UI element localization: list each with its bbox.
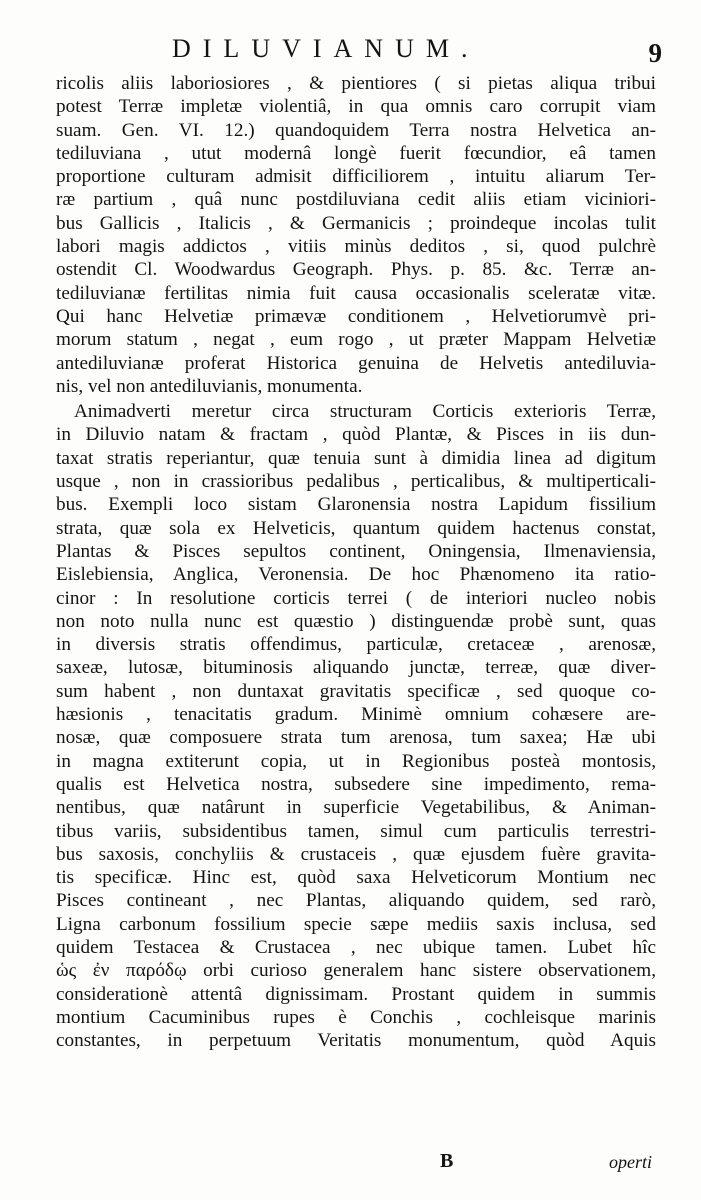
text-line: tediluvianæ fertilitas nimia fuit causa occasionalis sceleratæ vitæ.: [56, 282, 656, 304]
text-line: bus. Exempli loco sistam Glaronensia nostra Lapidum fissilium: [56, 494, 656, 516]
text-line: nis, vel non antediluvianis, monumenta.: [56, 375, 363, 397]
text-line: bus saxosis, conchyliis & crustaceis , quæ ejusdem fuère gravita-: [56, 843, 656, 865]
text-line: in magna extiterunt copia, ut in Regionibus posteà montosis,: [56, 750, 656, 772]
text-line: in Diluvio natam & fractam , quòd Plantæ, & Pisces in iis dun-: [56, 424, 656, 446]
text-line: Plantas & Pisces sepultos continent, Oningensia, Ilmenaviensia,: [56, 540, 656, 562]
text-line: cinor : In resolutione corticis terrei ( de interiori nucleo nobis: [56, 587, 656, 609]
text-line: qualis est Helvetica nostra, subsedere sine impedimento, rema-: [56, 773, 656, 795]
text-line: ricolis aliis laboriosiores , & pientiores ( si pietas aliqua tribui: [56, 73, 656, 94]
text-line: strata, quæ sola ex Helveticis, quantum quidem hactenus constat,: [56, 517, 656, 539]
text-line: suam. Gen. VI. 12.) quandoquidem Terra nostra Helvetica an-: [56, 119, 656, 141]
text-line: tis specificæ. Hinc est, quòd saxa Helveticorum Montium nec: [56, 867, 656, 889]
text-line: quidem Testacea & Crustacea , nec ubique tamen. Lubet hîc: [56, 936, 656, 958]
page-header: [60, 34, 660, 66]
text-line: ὡς ἐν παρόδῳ orbi curioso generalem hanc sistere observationem,: [56, 960, 656, 982]
text-line: constantes, in perpetuum Veritatis monumentum, quòd Aquis: [56, 1030, 656, 1052]
text-line: ostendit Cl. Woodwardus Geograph. Phys. p. 85. &c. Terræ an-: [56, 259, 656, 281]
text-line: usque , non in crassioribus pedalibus , perticalibus, & multiperticali-: [56, 471, 656, 493]
text-line: nosæ, quæ composuere strata tum arenosa, tum saxea; Hæ ubi: [56, 727, 656, 749]
text-line: ræ partium , quâ nunc postdiluviana cedit aliis etiam viciniori-: [56, 189, 656, 211]
text-line: Ligna carbonum fossilium specie sæpe mediis saxis inclusa, sed: [56, 913, 656, 935]
page-footer: [56, 1150, 656, 1190]
running-title: DILUVIANUM.: [172, 34, 480, 63]
text-line: sum habent , non duntaxat gravitatis specificæ , sed quoque co-: [56, 680, 656, 702]
catchword: operti: [609, 1152, 652, 1172]
text-line: potest Terræ impletæ violentiâ, in qua omnis caro corrupit viam: [56, 96, 656, 118]
text-line: in diversis stratis offendimus, particulæ, cretaceæ , arenosæ,: [56, 634, 656, 656]
text-line: taxat stratis reperiantur, quæ tenuia sunt à dimidia linea ad digitum: [56, 447, 656, 469]
text-line: hæsionis , tenacitatis gradum. Minimè omnium cohæsere are-: [56, 704, 656, 726]
text-line: proportione culturam admisit difficiliorem , intuitu aliarum Ter-: [56, 166, 656, 188]
text-line: nentibus, quæ natârunt in superficie Vegetabilibus, & Animan-: [56, 797, 656, 819]
text-line: Qui hanc Helvetiæ primævæ conditionem , Helvetiorumvè pri-: [56, 305, 656, 327]
text-line: Pisces contineant , nec Plantas, aliquando quidem, sed rarò,: [56, 890, 656, 912]
page-number: 9: [648, 38, 662, 68]
text-line: saxeæ, lutosæ, bituminosis aliquando junctæ, terreæ, quæ diver-: [56, 657, 656, 679]
body-text: [56, 72, 656, 1052]
text-line: considerationè attentâ dignissimam. Prostant quidem in summis: [56, 983, 656, 1005]
text-line: montium Cacuminibus rupes è Conchis , cochleisque marinis: [56, 1006, 656, 1028]
paragraph-start-line: Animadverti meretur circa structuram Corticis exterioris Terræ,: [74, 401, 656, 423]
text-line: tediluviana , utut modernâ longè fuerit fœcundior, eâ tamen: [56, 142, 656, 164]
text-line: tibus variis, subsidentibus tamen, simul cum particulis terrestri-: [56, 820, 656, 842]
text-line: non noto nulla nunc est quæstio ) distinguendæ probè sunt, quas: [56, 610, 656, 632]
text-line: morum statum , negat , eum rogo , ut præter Mappam Helvetiæ: [56, 329, 656, 351]
signature-mark: B: [440, 1150, 454, 1172]
text-line: labori magis addictos , vitiis minùs deditos , si, quod pulchrè: [56, 236, 656, 258]
text-line: antediluvianæ proferat Historica genuina de Helvetis antediluvia-: [56, 352, 656, 374]
text-line: bus Gallicis , Italicis , & Germanicis ; proindeque incolas tulit: [56, 212, 656, 234]
text-line: Eislebiensia, Anglica, Veronensia. De hoc Phænomeno ita ratio-: [56, 564, 656, 586]
